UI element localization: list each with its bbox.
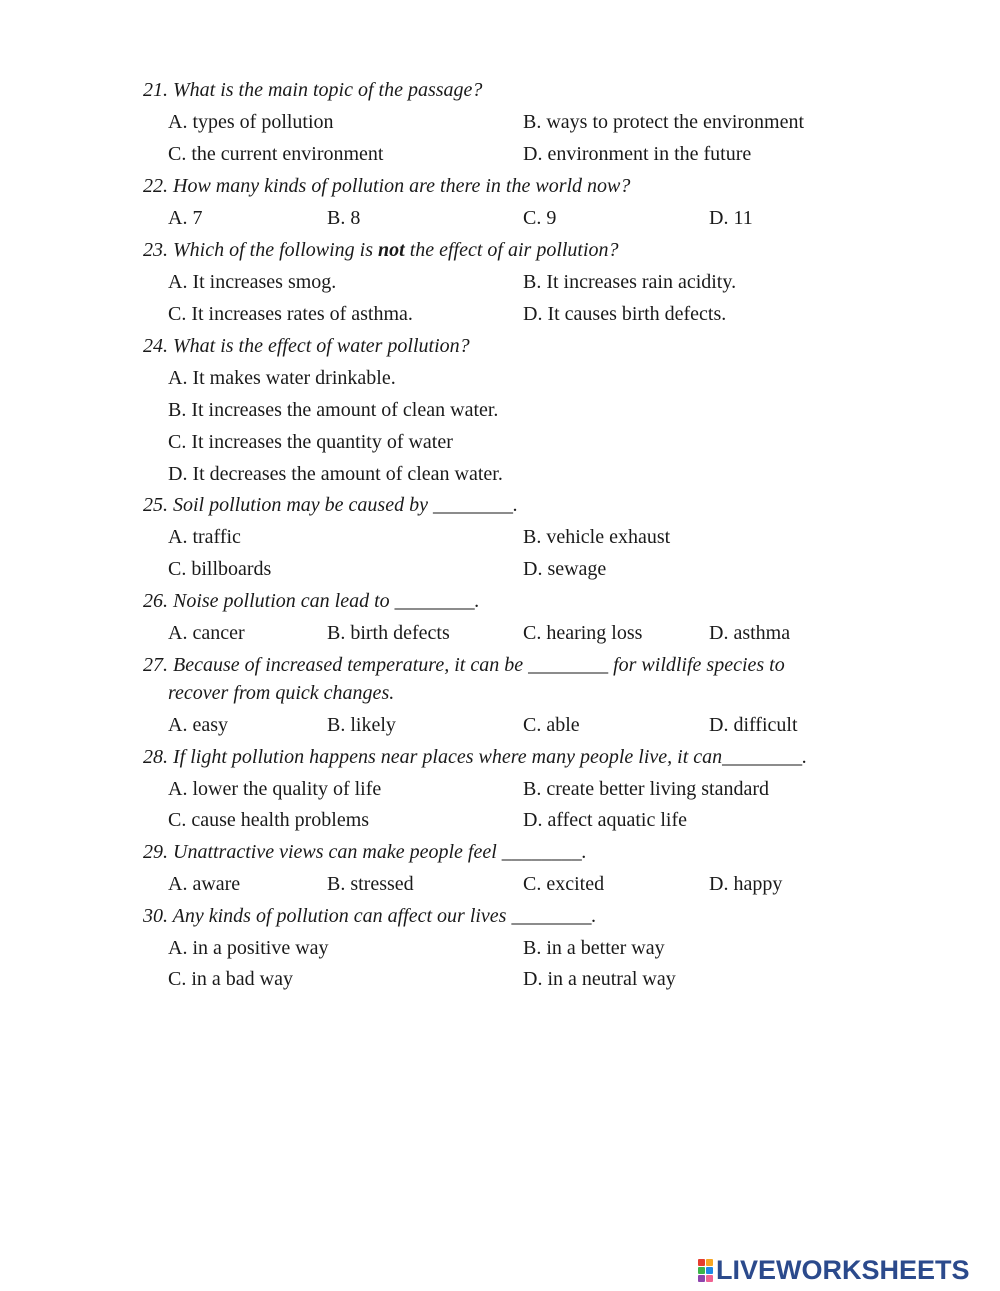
question-22-option-a[interactable]: A. 7 bbox=[168, 207, 203, 229]
question-22-prompt: 22. How many kinds of pollution are there in the world now? bbox=[143, 175, 631, 197]
question-28-option-c[interactable]: C. cause health problems bbox=[168, 809, 370, 831]
logo-square-4 bbox=[706, 1267, 713, 1274]
question-28-option-b[interactable]: B. create better living standard bbox=[523, 778, 770, 800]
question-28-option-d[interactable]: D. affect aquatic life bbox=[523, 809, 687, 831]
question-26-option-a[interactable]: A. cancer bbox=[168, 622, 245, 644]
question-27-option-b[interactable]: B. likely bbox=[327, 714, 396, 736]
liveworksheets-wordmark: LIVEWORKSHEETS bbox=[716, 1254, 970, 1285]
question-24-prompt: 24. What is the effect of water pollution? bbox=[143, 335, 470, 357]
question-23-option-b[interactable]: B. It increases rain acidity. bbox=[523, 271, 737, 293]
question-22-option-b[interactable]: B. 8 bbox=[327, 207, 361, 229]
question-27-prompt-continued: recover from quick changes. bbox=[168, 682, 395, 704]
question-22-option-c[interactable]: C. 9 bbox=[523, 207, 557, 229]
question-21-option-d[interactable]: D. environment in the future bbox=[523, 143, 752, 165]
question-26-option-d[interactable]: D. asthma bbox=[709, 622, 791, 644]
question-24-option-b[interactable]: B. It increases the amount of clean water. bbox=[168, 399, 499, 421]
liveworksheets-logo bbox=[698, 1256, 970, 1284]
question-29-prompt: 29. Unattractive views can make people feel ________. bbox=[143, 841, 587, 863]
question-26-option-c[interactable]: C. hearing loss bbox=[523, 622, 643, 644]
question-27-option-c[interactable]: C. able bbox=[523, 714, 580, 736]
question-24-option-a[interactable]: A. It makes water drinkable. bbox=[168, 367, 396, 389]
question-29-option-c[interactable]: C. excited bbox=[523, 873, 605, 895]
question-21-option-a[interactable]: A. types of pollution bbox=[168, 111, 334, 133]
question-26-option-b[interactable]: B. birth defects bbox=[327, 622, 450, 644]
question-29-option-b[interactable]: B. stressed bbox=[327, 873, 414, 895]
logo-square-6 bbox=[706, 1275, 713, 1282]
question-24-option-c[interactable]: C. It increases the quantity of water bbox=[168, 431, 453, 453]
question-25-prompt: 25. Soil pollution may be caused by ________. bbox=[143, 494, 518, 516]
question-30-option-b[interactable]: B. in a better way bbox=[523, 937, 665, 959]
emphasis-not: not bbox=[378, 239, 405, 261]
question-27-prompt: 27. Because of increased temperature, it can be ________ for wildlife species to recover from quick changes. bbox=[143, 653, 883, 705]
logo-square-2 bbox=[706, 1259, 713, 1266]
question-25-option-a[interactable]: A. traffic bbox=[168, 526, 241, 548]
question-30-option-c[interactable]: C. in a bad way bbox=[168, 968, 293, 990]
question-21-option-b[interactable]: B. ways to protect the environment bbox=[523, 111, 805, 133]
logo-square-3 bbox=[698, 1267, 705, 1274]
question-29-option-d[interactable]: D. happy bbox=[709, 873, 783, 895]
question-21-option-c[interactable]: C. the current environment bbox=[168, 143, 384, 165]
question-23-prompt: 23. Which of the following is not the effect of air pollution? bbox=[143, 239, 619, 261]
question-23-option-d[interactable]: D. It causes birth defects. bbox=[523, 303, 727, 325]
question-27-option-d[interactable]: D. difficult bbox=[709, 714, 798, 736]
question-25-option-b[interactable]: B. vehicle exhaust bbox=[523, 526, 671, 548]
question-25-option-d[interactable]: D. sewage bbox=[523, 558, 607, 580]
question-25-option-c[interactable]: C. billboards bbox=[168, 558, 272, 580]
question-26-prompt: 26. Noise pollution can lead to ________. bbox=[143, 590, 480, 612]
question-30-option-d[interactable]: D. in a neutral way bbox=[523, 968, 676, 990]
question-29-option-a[interactable]: A. aware bbox=[168, 873, 241, 895]
question-28-prompt: 28. If light pollution happens near places where many people live, it can________. bbox=[143, 746, 808, 768]
logo-square-1 bbox=[698, 1259, 705, 1266]
question-27-option-a[interactable]: A. easy bbox=[168, 714, 228, 736]
question-23-option-c[interactable]: C. It increases rates of asthma. bbox=[168, 303, 413, 325]
question-30-option-a[interactable]: A. in a positive way bbox=[168, 937, 329, 959]
question-22-option-d[interactable]: D. 11 bbox=[709, 207, 753, 229]
question-23-option-a[interactable]: A. It increases smog. bbox=[168, 271, 337, 293]
liveworksheets-logo-icon bbox=[698, 1259, 713, 1282]
question-30-prompt: 30. Any kinds of pollution can affect our lives ________. bbox=[143, 905, 597, 927]
logo-square-5 bbox=[698, 1275, 705, 1282]
question-24-option-d[interactable]: D. It decreases the amount of clean water. bbox=[168, 463, 503, 485]
question-28-option-a[interactable]: A. lower the quality of life bbox=[168, 778, 382, 800]
question-21-prompt: 21. What is the main topic of the passage? bbox=[143, 79, 483, 101]
